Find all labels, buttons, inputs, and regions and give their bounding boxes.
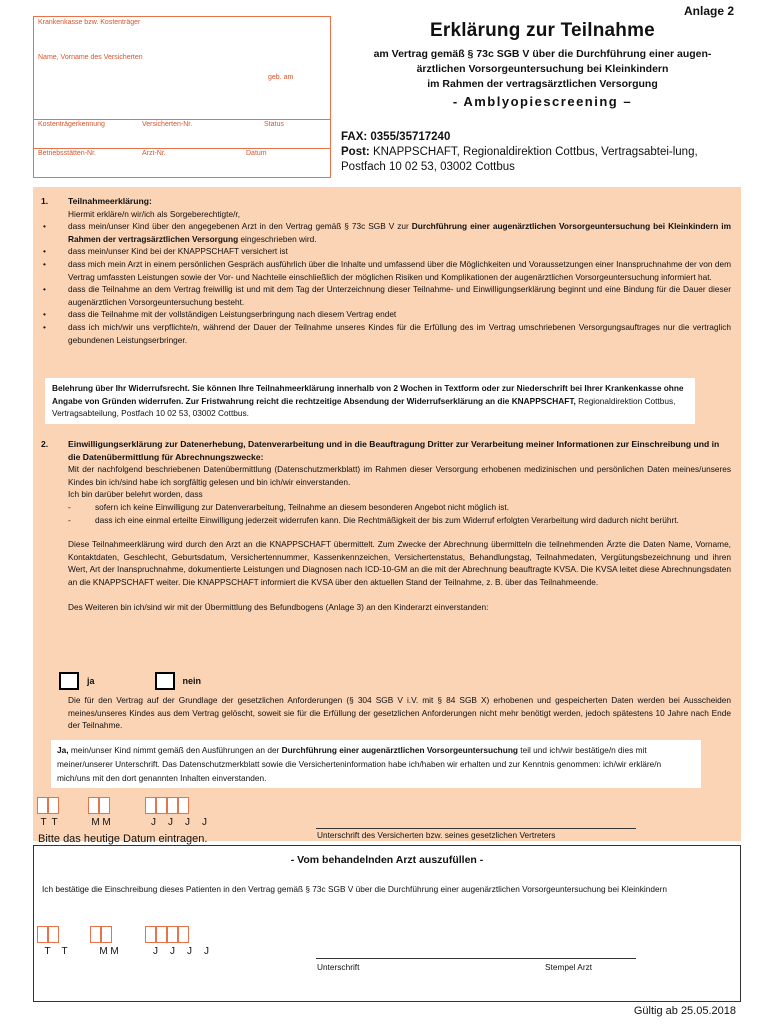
document-title: Erklärung zur Teilnahme <box>430 20 655 41</box>
yes-checkbox[interactable] <box>59 672 79 690</box>
consent-confirmation: Ja, mein/unser Kind nimmt gemäß den Ausführungen an der Durchführung einer augenärztlichen Vorsorgeuntersuchung teil und ich/wir bestätige/n dies mit meiner/unserer Unterschrift. Das Datenschutzmerkblatt sowie die Versicherteninformation habe ich/haben wir erhalten und zur Kenntnis genommen: ich/wir erkläre/n mich/uns mit den dort genannten Inhalten einverstanden. <box>51 740 701 788</box>
participation-section: 1. Teilnahmeerklärung: Hiermit erkläre/n wir/ich als Sorgeberechtigte/r, • dass mein/unser Kind über den angegebenen Arzt in den Vertrag gemäß § 73c SGB V zur Durchführung einer augenärztlichen Vorsorgeuntersuchung bei Kleinkindern im Rahmen der vertragsärztlichen Versorgung eingeschrieben wird. • dass mein/unser Kind bei der KNAPPSCHAFT versichert ist • dass mich mein Arzt in einem persönlichen Gespräch ausführlich über die Inhalte und umfassend über die Möglichkeiten und Voraussetzungen einer Inanspruchnahme der von dem Vertrag umfassten Leistungen sowie der Vor- und Nachteile einschließlich der möglichen Risiken und Komplikationen der augenärztlichen Vorsorgeuntersuchung informiert hat. • dass die Teilnahme an dem Vertrag freiwillig ist und mit dem Tag der Unterzeichnung dieser Teilnahme- und Einwilligungserklärung beginnt und eine Bindung für die Dauer dieser augenärztlichen Vorsorgeuntersuchung besteht. • dass die Teilnahme mit der vollständigen Leistungserbringung nach diesem Vertrag endet • dass ich mich/wir uns verpflichte/n, während der Dauer der Teilnahme unseres Kindes für die Erfüllung des im Vertrag umschriebenen Versorgungsauftrages nur die vertraglich gebundenen Leistungserbringer. <box>41 196 731 345</box>
postal-address: Post: KNAPPSCHAFT, Regionaldirektion Cottbus, Vertragsabtei-lung, Postfach 10 02 53, 03002 Cottbus <box>341 146 698 173</box>
list-item: • dass ich mich/wir uns verpflichte/n, während der Dauer der Teilnahme unseres Kindes für die Erfüllung des im Vertrag umschriebenen Versorgungsauftrages nur die vertraglich gebundenen Leistungserbringer. <box>43 321 731 345</box>
list-item: - dass ich eine einmal erteilte Einwilligung jederzeit widerrufen kann. Die Rechtmäßigkeit der bis zum Widerruf erfolgten Verarbeitung wird dadurch nicht berührt. <box>68 514 679 525</box>
date-hint: Bitte das heutige Datum eintragen. <box>38 833 208 845</box>
revocation-notice: Belehrung über Ihr Widerrufsrecht. Sie können Ihre Teilnahmeerklärung innerhalb von 2 Wochen in Textform oder zur Niederschrift bei Ihrer Krankenkasse ohne Angabe von Gründen widerrufen. Zur Fristwahrung reicht die rechtzeitige Absendung der Widerrufserklärung an die KNAPPSCHAFT, Regionaldirektion Cottbus, Vertragsabteilung, Postfach 10 02 53, 03002 Cottbus. <box>45 378 695 424</box>
doctor-year-field[interactable] <box>145 926 189 943</box>
data-consent-heading: Einwilligungserklärung zur Datenerhebung, Datenverarbeitung und in die Beauftragung Dritter zur Verarbeitung meiner Informationen zur Einschreibung und in die Datenübermittlung für Abrechnungszwecke: <box>68 439 720 462</box>
status-label: Status <box>264 121 284 128</box>
insured-name-label: Name, Vorname des Versicherten <box>38 54 143 61</box>
doctor-number-label: Arzt-Nr. <box>142 150 166 157</box>
report-transfer-choice <box>59 672 261 690</box>
list-item: • dass die Teilnahme mit der vollständigen Leistungserbringung nach diesem Vertrag endet <box>43 309 397 320</box>
no-label: nein <box>182 676 202 686</box>
data-retention-text: Die für den Vertrag auf der Grundlage der gesetzlichen Anforderungen (§ 304 SGB V i.V. mit § 84 SGB X) erhobenen und gespeicherten Daten werden bei Ausscheiden meines/unseres Kindes aus dem Vertrag gelöscht, soweit sie für die Erfüllung der gesetzlichen Anforderungen nicht mehr benötigt werden, jedoch spätestens 10 Jahre nach Ende der Teilnahme. <box>68 695 731 731</box>
insured-number-label: Versicherten-Nr. <box>142 121 193 128</box>
data-consent-section: 2. Einwilligungserklärung zur Datenerhebung, Datenverarbeitung und in die Beauftragung Dritter zur Verarbeitung meiner Informationen zur Einschreibung und in die Datenübermittlung für Abrechnungszwecke: Mit der nachfolgend beschriebenen Datenübermittlung (Datenschutzmerkblatt) im Rahmen dieser Versorgung erhobenen medizinischen und persönlichen Daten meines/unseres Kindes bin ich/sind habe ich sorgfältig gelesen und bin ich/wir einverstanden. Ich bin darüber belehrt worden, dass - sofern ich keine Einwilligung zur Datenverarbeitung, Teilnahme an diesem besonderen Angebot nicht möglich ist. - dass ich eine einmal erteilte Einwilligung jederzeit widerrufen kann. Die Rechtmäßigkeit der bis zum Widerruf erfolgten Verarbeitung wird dadurch nicht berührt. Diese Teilnahmeerklärung wird durch den Arzt an die KNAPPSCHAFT übermittelt. Zum Zwecke der Abrechnung übermitteln die teilnehmenden Ärzte die Daten Name, Vorname, Kontaktdaten, Geschlecht, Geburtsdatum, Versichertennummer, Kassenkennzeichen, Versichertenstatus, Behandlungstag, Teilnahmedaten, Vergütungsbezeichnung und ihren Wert, Art der Inanspruchnahme, dokumentierte Leistungen und Diagnosen nach ICD-10-GM an die mit der Abrechnung beauftragte KVSA. Die KVSA leitet diese Abrechnungsdaten an die KNAPPSCHAFT weiter. Die KNAPPSCHAFT informiert die KVSA über den aktuellen Stand der Teilnahme, z. B. über das Teilnahmeende. Des Weiteren bin ich/sind wir mit der Übermittlung des Befundbogens (Anlage 3) an den Kinderarzt einverstanden: <box>41 439 731 612</box>
doctor-month-field[interactable] <box>90 926 112 943</box>
doctor-signature-line[interactable] <box>316 958 636 959</box>
annex-label: Anlage 2 <box>683 4 734 18</box>
list-item: • dass mein/unser Kind über den angegebenen Arzt in den Vertrag gemäß § 73c SGB V zur Durchführung einer augenärztlichen Vorsorgeuntersuchung bei Kleinkindern im Rahmen der vertragsärztlichen Versorgung eingeschrieben wird. <box>43 221 731 244</box>
screening-heading: - Amblyopiescreening – <box>452 94 633 109</box>
doctor-section-heading: - Vom behandelnden Arzt auszufüllen - <box>290 854 484 866</box>
insured-day-field[interactable] <box>37 797 59 814</box>
declaration-area <box>33 187 741 841</box>
list-item: • dass mich mein Arzt in einem persönlichen Gespräch ausführlich über die Inhalte und umfassend über die Möglichkeiten und Voraussetzungen einer Inanspruchnahme der von dem Vertrag umfassten Leistungen sowie der Vor- und Nachteile einschließlich der möglichen Risiken und Komplikationen der augenärztlichen Vorsorgeuntersuchung informiert hat. <box>43 258 731 282</box>
insurance-data-box <box>33 16 331 178</box>
document-subtitle: am Vertrag gemäß § 73c SGB V über die Durchführung einer augen- ärztlichen Vorsorgeuntersuchung bei Kleinkindern im Rahmen der vertragsärztlichen Versorgung <box>373 48 712 90</box>
doctor-date-format: T T M M J J J J <box>44 946 209 957</box>
insured-month-field[interactable] <box>88 797 110 814</box>
no-checkbox[interactable] <box>155 672 175 690</box>
insured-signature-caption: Unterschrift des Versicherten bzw. seines gesetzlichen Vertreters <box>317 830 556 840</box>
participation-heading: Teilnahmeerklärung: <box>68 196 152 206</box>
birth-date-label: geb. am <box>268 74 294 81</box>
yes-label: ja <box>87 676 95 686</box>
date-label: Datum <box>246 150 267 157</box>
insured-year-field[interactable] <box>145 797 189 814</box>
doctor-confirmation-text: Ich bestätige die Einschreibung dieses Patienten in den Vertrag gemäß § 73c SGB V über die Durchführung einer augenärztlichen Vorsorgeuntersuchung bei Kleinkindern <box>42 884 667 894</box>
validity-date: Gültig ab 25.05.2018 <box>633 1005 736 1017</box>
list-item: - sofern ich keine Einwilligung zur Datenverarbeitung, Teilnahme an diesem besonderen Angebot nicht möglich ist. <box>68 501 510 512</box>
site-number-label: Betriebsstätten-Nr. <box>38 150 96 157</box>
doctor-section <box>33 845 741 1002</box>
fax-number: FAX: 0355/35717240 <box>341 131 451 143</box>
doctor-signature-caption: Unterschrift <box>317 962 360 972</box>
insurer-id-label: Kostenträgerkennung <box>38 121 105 128</box>
doctor-stamp-caption: Stempel Arzt <box>545 962 593 972</box>
insured-signature-line[interactable] <box>316 828 636 829</box>
insurer-label: Krankenkasse bzw. Kostenträger <box>38 19 141 26</box>
list-item: • dass die Teilnahme an dem Vertrag freiwillig ist und mit dem Tag der Unterzeichnung dieser Teilnahme- und Einwilligungserklärung beginnt und eine Bindung für die Dauer dieser augenärztlichen Vorsorgeuntersuchung besteht. <box>43 284 731 307</box>
insured-date-format: T T M M J J J J <box>40 817 207 828</box>
doctor-day-field[interactable] <box>37 926 59 943</box>
list-item: • dass mein/unser Kind bei der KNAPPSCHAFT versichert ist <box>43 246 288 257</box>
